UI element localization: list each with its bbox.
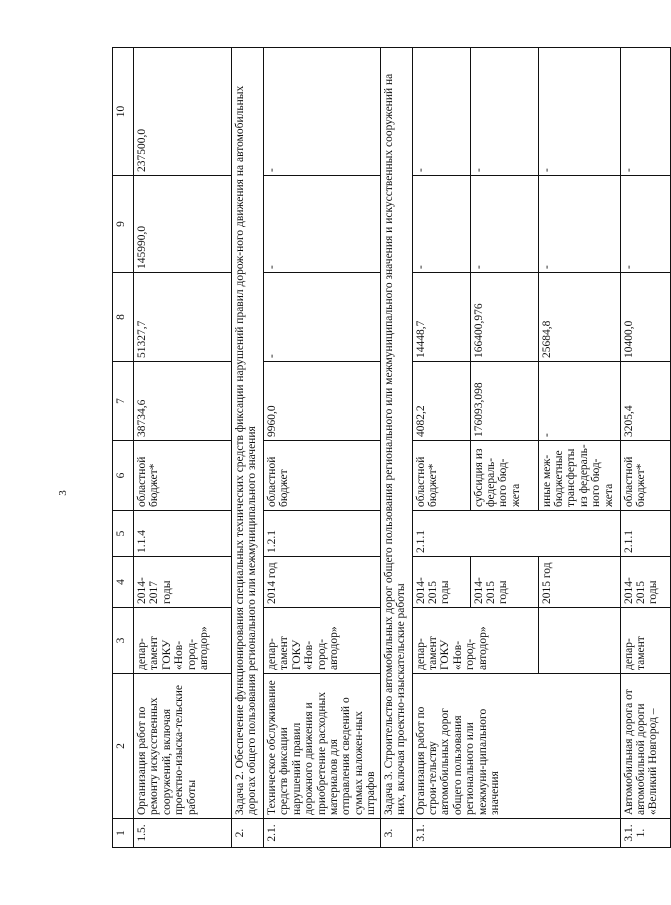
amount-2014: 9960,0 bbox=[264, 362, 381, 441]
amount-2015: 51327,7 bbox=[134, 273, 232, 362]
measure-name: Организация работ по строи-тельству автомобильных дорог общего пользования регионального или межмуни-ципального значения bbox=[412, 674, 620, 819]
funding-source: областной бюджет* bbox=[134, 441, 232, 511]
amount-2015: 25684,8 bbox=[538, 273, 620, 362]
header-cell: 8 bbox=[113, 273, 134, 362]
header-cell: 1 bbox=[113, 819, 134, 848]
header-cell: 6 bbox=[113, 441, 134, 511]
header-cell: 7 bbox=[113, 362, 134, 441]
amount-2014: 38734,6 bbox=[134, 362, 232, 441]
target-code: 2.1.1 bbox=[620, 511, 670, 557]
amount-2017: - bbox=[412, 48, 470, 176]
executor: депар-тамент bbox=[620, 608, 670, 674]
rotated-table-container bbox=[112, 48, 660, 848]
amount-2016: - bbox=[470, 176, 538, 273]
amount-2016: - bbox=[264, 176, 381, 273]
header-cell: 10 bbox=[113, 48, 134, 176]
funding-source: субсидия из федераль-ного бюд-жета bbox=[470, 441, 538, 511]
period: 2014-2015 годы bbox=[470, 557, 538, 608]
period: 2014-2015 годы bbox=[620, 557, 670, 608]
amount-2016: 145990,0 bbox=[134, 176, 232, 273]
row-number: 3.1.1. bbox=[620, 819, 670, 848]
amount-2017: 237500,0 bbox=[134, 48, 232, 176]
task-text: Задача 2. Обеспечение функционирования специальных технических средств фиксации нарушений правил дорож-ного движения на автомобильных дорогах общего пользования регионального или межмуниципального значения bbox=[232, 48, 264, 819]
amount-2015: 14448,7 bbox=[412, 273, 470, 362]
table-row bbox=[620, 48, 670, 848]
period: 2014-2017 годы bbox=[134, 557, 232, 608]
measure-name: Техническое обслуживание средств фиксации нарушений правил дорожного движения и приобретение расходных материалов для отправления сведений о суммах наложен-ных штрафов bbox=[264, 674, 381, 819]
row-number: 3.1. bbox=[412, 819, 620, 848]
program-table bbox=[112, 47, 671, 848]
amount-2015: 166400,976 bbox=[470, 273, 538, 362]
amount-2016: - bbox=[620, 176, 670, 273]
target-code: 2.1.1 bbox=[412, 511, 620, 557]
table-row bbox=[134, 48, 232, 848]
executor: депар-тамент ГОКУ «Нов-город-автодор» bbox=[134, 608, 232, 674]
executor-cont bbox=[538, 608, 620, 674]
task-text: Задача 3. Строительство автомобильных дорог общего пользования регионального или межмуниципального значения и искусственных сооружений на них, включая проектно-изыскательские работы bbox=[380, 48, 412, 819]
amount-2017: - bbox=[470, 48, 538, 176]
row-number: 2.1. bbox=[264, 819, 381, 848]
measure-name: Автомобильная дорога от автомобильной дороги «Великий Новгород – bbox=[620, 674, 670, 819]
target-code: 1.1.4 bbox=[134, 511, 232, 557]
funding-source: областной бюджет* bbox=[412, 441, 470, 511]
row-number: 2. bbox=[232, 819, 264, 848]
task-row bbox=[232, 48, 264, 848]
header-row bbox=[113, 48, 134, 848]
header-cell: 4 bbox=[113, 557, 134, 608]
header-cell: 5 bbox=[113, 511, 134, 557]
amount-2014: 3205,4 bbox=[620, 362, 670, 441]
funding-source: областной бюджет* bbox=[620, 441, 670, 511]
amount-2017: - bbox=[538, 48, 620, 176]
task-row bbox=[380, 48, 412, 848]
period: 2014-2015 годы bbox=[412, 557, 470, 608]
row-number: 1.5. bbox=[134, 819, 232, 848]
period: 2015 год bbox=[538, 557, 620, 608]
funding-source: областной бюджет bbox=[264, 441, 381, 511]
amount-2015: - bbox=[264, 273, 381, 362]
amount-2017: - bbox=[264, 48, 381, 176]
amount-2014: 176093,098 bbox=[470, 362, 538, 441]
table-row bbox=[412, 48, 470, 848]
funding-source: иные меж-бюджетные трансферты из федераль-ного бюд-жета bbox=[538, 441, 620, 511]
executor: депар-тамент ГОКУ «Нов-город-автодор» bbox=[264, 608, 381, 674]
amount-2017: - bbox=[620, 48, 670, 176]
page-number: 3 bbox=[56, 490, 69, 496]
header-cell: 3 bbox=[113, 608, 134, 674]
measure-name: Организация работ по ремонту искусственных сооружений, включая проектно-изыска-тельские работы bbox=[134, 674, 232, 819]
amount-2014: 4082,2 bbox=[412, 362, 470, 441]
target-code: 1.2.1 bbox=[264, 511, 381, 557]
period: 2014 год bbox=[264, 557, 381, 608]
amount-2016: - bbox=[538, 176, 620, 273]
table-row bbox=[264, 48, 381, 848]
header-cell: 2 bbox=[113, 674, 134, 819]
amount-2015: 10400,0 bbox=[620, 273, 670, 362]
amount-2014: - bbox=[538, 362, 620, 441]
executor: депар-тамент ГОКУ «Нов-город-автодор» bbox=[412, 608, 538, 674]
row-number: 3. bbox=[380, 819, 412, 848]
amount-2016: - bbox=[412, 176, 470, 273]
header-cell: 9 bbox=[113, 176, 134, 273]
